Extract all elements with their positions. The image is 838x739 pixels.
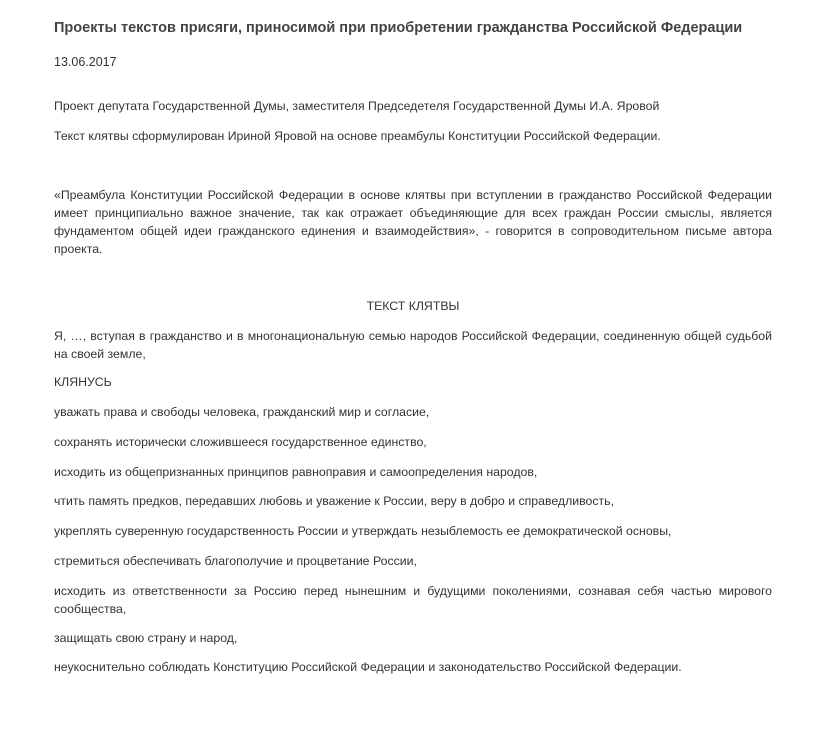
oath-opening: Я, …, вступая в гражданство и в многонациональную семью народов Российской Федерации, соединенную общей судьбой на своей земле, xyxy=(54,329,772,361)
oath-item: сохранять исторически сложившееся государственное единство, xyxy=(54,435,427,449)
oath-item: неукоснительно соблюдать Конституцию Российской Федерации и законодательство Российской Федерации. xyxy=(54,660,682,674)
oath-item: защищать свою страну и народ, xyxy=(54,631,238,645)
publication-date: 13.06.2017 xyxy=(54,55,117,69)
oath-item: чтить память предков, передавших любовь и уважение к России, веру в добро и справедливость, xyxy=(54,494,614,508)
page-title: Проекты текстов присяги, приносимой при приобретении гражданства Российской Федерации xyxy=(54,20,743,36)
oath-item: исходить из общепризнанных принципов равноправия и самоопределения народов, xyxy=(54,465,538,479)
oath-heading: ТЕКСТ КЛЯТВЫ xyxy=(366,299,460,313)
oath-item: укреплять суверенную государственность России и утверждать незыблемость ее демократической основы, xyxy=(54,524,672,538)
oath-item: уважать права и свободы человека, гражданский мир и согласие, xyxy=(54,405,430,419)
oath-swear-word: КЛЯНУСЬ xyxy=(54,375,112,389)
intro-author-paragraph: Проект депутата Государственной Думы, заместителя Председетеля Государственной Думы И.А. Яровой xyxy=(54,99,660,113)
intro-quote-paragraph: «Преамбула Конституции Российской Федерации в основе клятвы при вступлении в гражданство Российской Федерации имеет принципиально важное значение, так как отражает объединяющие для всех граждан России смыслы, является фундаментом общей идеи гражданского единения и взаимодействия», - говорится в сопроводительном письме автора проекта. xyxy=(54,188,772,256)
oath-item: стремиться обеспечивать благополучие и процветание России, xyxy=(54,554,417,568)
oath-item: исходить из ответственности за Россию перед нынешним и будущими поколениями, сознавая себя частью мирового сообщества, xyxy=(54,584,772,616)
intro-basis-paragraph: Текст клятвы сформулирован Ириной Яровой на основе преамбулы Конституции Российской Федерации. xyxy=(54,129,661,143)
